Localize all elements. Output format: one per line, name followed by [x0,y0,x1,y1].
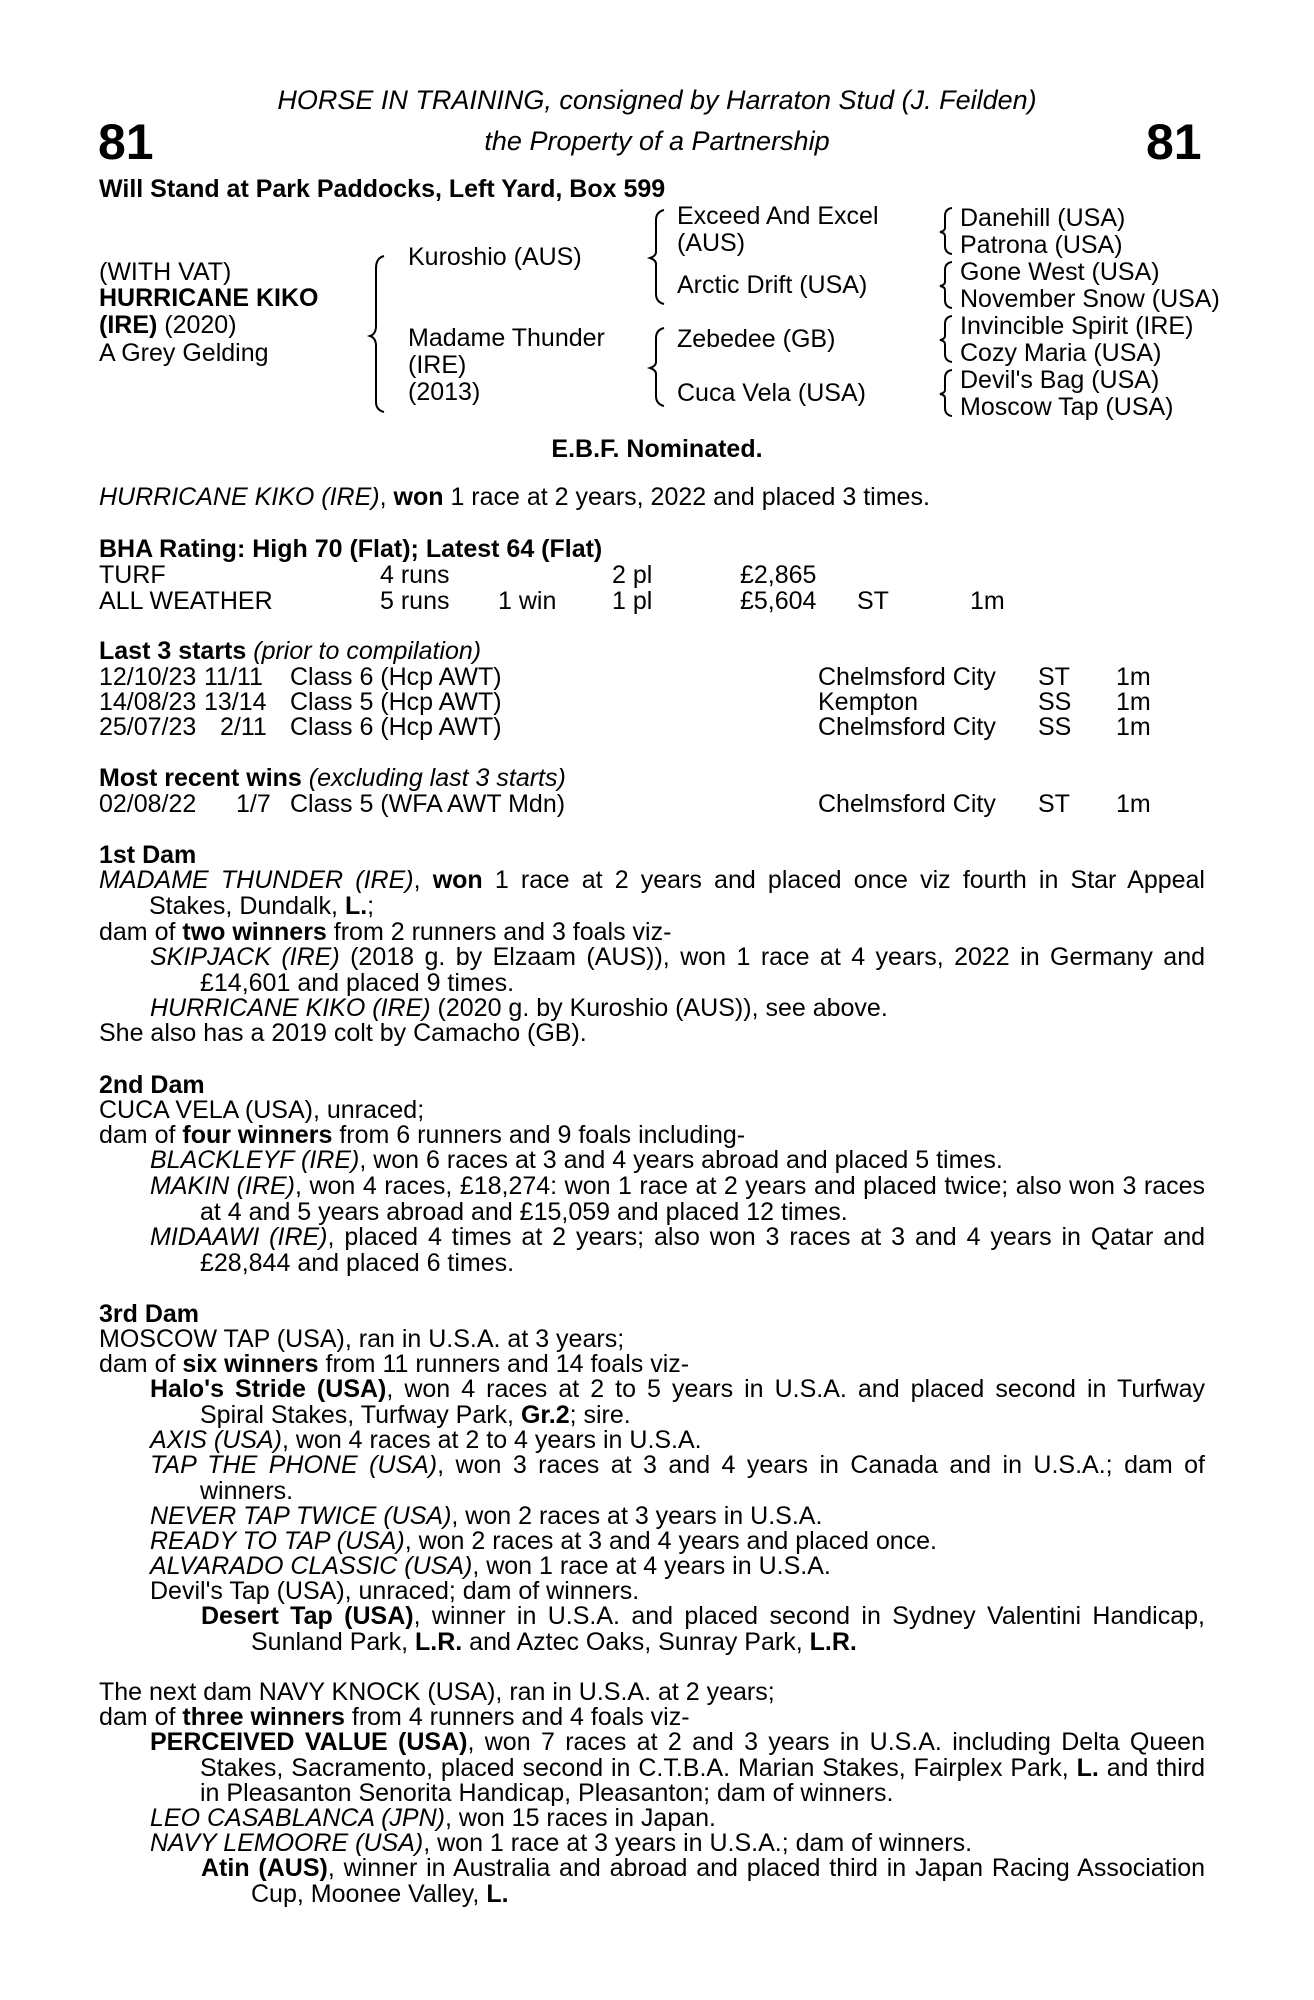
dam-line3: (2013) [408,378,481,406]
win-course: Chelmsford City [818,790,996,818]
pedigree-bracket-dam [650,326,670,408]
win-position: 1/7 [236,790,271,818]
next-dam-granddaughter-foal: Atin (AUS), winner in Australia and abroad and placed third in Japan Racing Association Cup, Moonee Valley, L. [201,1854,1205,1908]
first-dam-name: MADAME THUNDER (IRE) [99,866,414,894]
summary-name: HURRICANE KIKO (IRE) [99,483,380,511]
start-going: ST [1038,663,1070,691]
grandsire-7: Devil's Bag (USA) [960,366,1160,394]
first-dam-won: won [432,866,483,894]
pedigree-bracket-g12 [940,206,958,256]
start-course: Chelmsford City [818,663,996,691]
next-dam-foal: PERCEIVED VALUE (USA), won 7 races at 2 and 3 years in U.S.A. including Delta Queen Stakes, Sacramento, placed second in C.T.B.A. Marian Stakes, Fairplex Park, L. and third in Pleasanton Senorita Handicap, Pleasanton; dam of winners. [150,1728,1205,1808]
win-class: Class 5 (WFA AWT Mdn) [290,790,566,818]
race-summary: HURRICANE KIKO (IRE), won 1 race at 2 years, 2022 and placed 3 times. [99,483,930,511]
granddam-4: November Snow (USA) [960,285,1220,313]
record-going: ST [857,587,889,615]
last3-note: (prior to compilation) [246,637,482,665]
record-prize: £5,604 [740,587,817,615]
pedigree-bracket-g34 [940,260,958,310]
record-placed: 2 pl [612,561,653,589]
second-dam-produce: dam of four winners from 6 runners and 9 foals including- [99,1121,746,1149]
sire-dam: Arctic Drift (USA) [677,271,868,299]
record-runs: 5 runs [380,587,450,615]
recent-note: (excluding last 3 starts) [301,764,566,792]
first-dam-note: She also has a 2019 colt by Camacho (GB). [99,1019,587,1047]
third-dam-foal: NEVER TAP TWICE (USA), won 2 races at 3 years in U.S.A. [150,1502,823,1530]
pedigree-bracket-sire [650,208,670,306]
lot-number-left: 81 [98,114,154,170]
next-dam-foal: NAVY LEMOORE (USA), won 1 race at 3 years in U.S.A.; dam of winners. [150,1829,973,1857]
start-position: 13/14 [204,688,267,716]
recent-title: Most recent wins [99,764,302,792]
sire-sire-line1: Exceed And Excel [677,202,879,230]
start-class: Class 6 (Hcp AWT) [290,663,502,691]
horse-description: A Grey Gelding [99,339,269,367]
first-dam-title: 1st Dam [99,841,197,869]
property-line: the Property of a Partnership [484,126,830,156]
third-dam-foal: AXIS (USA), won 4 races at 2 to 4 years in U.S.A. [150,1426,702,1454]
bha-rating: BHA Rating: High 70 (Flat); Latest 64 (Flat) [99,535,603,563]
second-dam-foal: BLACKLEYF (IRE), won 6 races at 3 and 4 years abroad and placed 5 times. [150,1146,1003,1174]
start-date: 14/08/23 [99,688,197,716]
record-surface: ALL WEATHER [99,587,273,615]
grandsire-5: Invincible Spirit (IRE) [960,312,1194,340]
record-distance: 1m [970,587,1005,615]
dam-line1: Madame Thunder [408,324,605,352]
first-dam-foal: HURRICANE KIKO (IRE) (2020 g. by Kuroshio (AUS)), see above. [150,994,888,1022]
granddam-2: Patrona (USA) [960,231,1123,259]
second-dam-title: 2nd Dam [99,1071,205,1099]
start-distance: 1m [1116,663,1151,691]
win-going: ST [1038,790,1070,818]
start-going: SS [1038,713,1072,741]
grandsire-3: Gone West (USA) [960,258,1160,286]
record-placed: 1 pl [612,587,653,615]
record-runs: 4 runs [380,561,450,589]
recent-heading [99,765,566,791]
horse-country: (IRE) [99,311,158,339]
start-date: 25/07/23 [99,713,197,741]
start-course: Chelmsford City [818,713,996,741]
win-date: 02/08/22 [99,790,197,818]
horse-year: (2020) [157,311,237,339]
second-dam-record: CUCA VELA (USA), unraced; [99,1096,425,1124]
third-dam-foal: ALVARADO CLASSIC (USA), won 1 race at 4 years in U.S.A. [150,1552,831,1580]
pedigree-bracket-g56 [940,314,958,364]
summary-won: won [393,483,444,511]
lot-number-right: 81 [1146,114,1202,170]
second-dam-foal: MAKIN (IRE), won 4 races, £18,274: won 1 race at 2 years and placed twice; also won 3 races at 4 and 5 years abroad and £15,059 and placed 12 times. [150,1172,1206,1226]
last3-heading [99,638,481,664]
grandsire-1: Danehill (USA) [960,204,1126,232]
dam-sire: Zebedee (GB) [677,325,836,353]
start-distance: 1m [1116,688,1151,716]
start-position: 11/11 [204,663,263,691]
record-surface: TURF [99,561,166,589]
third-dam-foal: TAP THE PHONE (USA), won 3 races at 3 and 4 years in Canada and in U.S.A.; dam of winners. [150,1451,1205,1505]
dam-line2: (IRE) [408,351,467,379]
third-dam-foal: Halo's Stride (USA), won 4 races at 2 to 5 years in U.S.A. and placed second in Turfway Spiral Stakes, Turfway Park, Gr.2; sire. [150,1375,1205,1429]
first-dam-foal: SKIPJACK (IRE) (2018 g. by Elzaam (AUS)), won 1 race at 4 years, 2022 in Germany and £14,601 and placed 9 times. [150,943,1206,997]
sire: Kuroshio (AUS) [408,243,582,271]
start-course: Kempton [818,688,919,716]
next-dam-foal: LEO CASABLANCA (JPN), won 15 races in Japan. [150,1804,716,1832]
next-dam-produce: dam of three winners from 4 runners and 4 foals viz- [99,1703,690,1731]
start-distance: 1m [1116,713,1151,741]
third-dam-record: MOSCOW TAP (USA), ran in U.S.A. at 3 years; [99,1325,625,1353]
last3-title: Last 3 starts [99,637,247,665]
pedigree-bracket-g78 [940,368,958,418]
third-dam-produce: dam of six winners from 11 runners and 14 foals viz- [99,1350,690,1378]
start-class: Class 6 (Hcp AWT) [290,713,502,741]
third-dam-title: 3rd Dam [99,1300,200,1328]
granddam-6: Cozy Maria (USA) [960,339,1162,367]
first-dam-produce: dam of two winners from 2 runners and 3 foals viz- [99,918,672,946]
consignor-line: HORSE IN TRAINING, consigned by Harraton Stud (J. Feilden) [277,85,1037,115]
first-dam-record: MADAME THUNDER (IRE), won 1 race at 2 years and placed once viz fourth in Star Appeal Stakes, Dundalk, L.; [99,866,1205,920]
vat-note: (WITH VAT) [99,258,232,286]
sire-sire-line2: (AUS) [677,229,746,257]
start-date: 12/10/23 [99,663,197,691]
summary-rest: 1 race at 2 years, 2022 and placed 3 times. [443,483,930,511]
ebf-nominated: E.B.F. Nominated. [551,435,763,463]
start-going: SS [1038,688,1072,716]
start-class: Class 5 (Hcp AWT) [290,688,502,716]
stand-location: Will Stand at Park Paddocks, Left Yard, Box 599 [99,175,666,203]
record-prize: £2,865 [740,561,817,589]
next-dam-record: The next dam NAVY KNOCK (USA), ran in U.S.A. at 2 years; [99,1678,775,1706]
win-distance: 1m [1116,790,1151,818]
start-position: 2/11 [220,713,267,741]
third-dam-granddaughter-foal: Desert Tap (USA), winner in U.S.A. and placed second in Sydney Valentini Handicap, Sunland Park, L.R. and Aztec Oaks, Sunray Park, L.R. [201,1602,1205,1656]
horse-name: HURRICANE KIKO [99,284,319,312]
dam-dam: Cuca Vela (USA) [677,379,866,407]
second-dam-foal: MIDAAWI (IRE), placed 4 times at 2 years; also won 3 races at 3 and 4 years in Qatar and £28,844 and placed 6 times. [150,1223,1205,1277]
third-dam-foal: READY TO TAP (USA), won 2 races at 3 and 4 years and placed once. [150,1527,937,1555]
third-dam-foal: Devil's Tap (USA), unraced; dam of winners. [150,1577,640,1605]
record-wins: 1 win [498,587,557,615]
horse-origin-year [99,312,237,339]
granddam-8: Moscow Tap (USA) [960,393,1174,421]
pedigree-bracket-main [370,254,392,414]
